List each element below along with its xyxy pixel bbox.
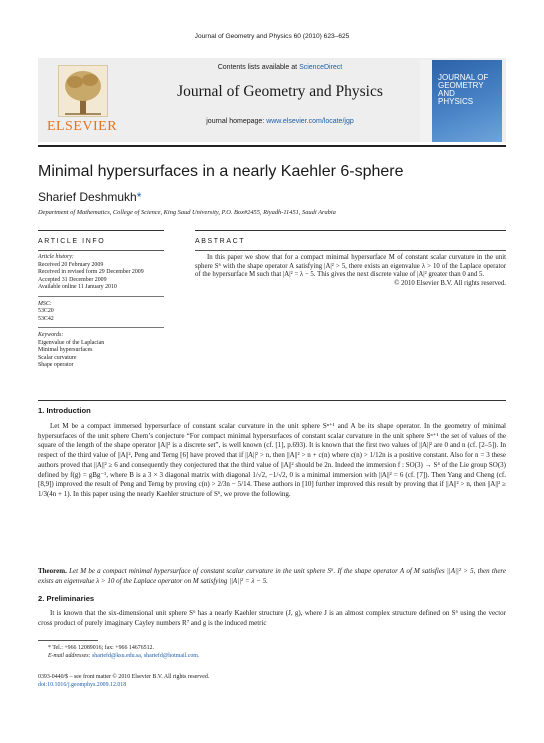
contents-line <box>140 64 420 71</box>
journal-cover-thumbnail[interactable] <box>420 60 502 142</box>
author-affiliation: Department of Mathematics, College of Science, King Saud University, P.O. Box#2455, Riyadh-11451, Saudi Arabia <box>38 209 336 216</box>
journal-title: Journal of Geometry and Physics <box>177 83 383 100</box>
keyword-item: Eigenvalue of the Laplacian <box>38 339 105 346</box>
history-accepted: Accepted 31 December 2009 <box>38 276 107 283</box>
footnote-phone: Tel.: +966 12089016; fax: +966 14676512. <box>52 645 154 651</box>
abstract-text: In this paper we show that for a compact minimal hypersurface M of constant scalar curvature in the unit sphere S⁶ with the shape operator A satisfying |A|² > 5, there exists an eigenvalue λ > 10 of the Laplace operator of the hypersurface M such that |A|² = λ − 5. This gives the next discrete value of |A|² greater than 0 and 5. <box>195 254 506 279</box>
footnote-contact <box>48 644 488 652</box>
introduction-paragraph: Let M be a compact immersed hypersurface of constant scalar curvature in the unit sphere Sⁿ⁺¹ and A be its shape operator. In the geometry of minimal hypersurfaces of the unit sphere Chern’s conjecture “For compact minimal hypersurfaces of constant scalar curvature in the unit sphere Sⁿ⁺¹ the set of values of the square of the length of the shape operator ||A||² is a discrete set”, is well known (cf. [1], p.693). It is known that the first two values of ||A||² are 0 and n (cf. [2–5]). In respect of the third value of ||A||², Peng and Terng [6] have proved that if ||A||² > n, then ||A||² > n + c(n) where c(n) > 1/12n is a positive constant. Also for n = 3 these authors proved that ||A||² ≥ 6 and consequently they conjectured that the third value of ||A||² should be 2n. Indeed the immersion f : SO(3) → S⁴ of the Lie group SO(3) defined by f(g) = gBg⁻¹, where B is a 3 × 3 diagonal matrix with diagonal 1/√2, −1/√2, 0 is a minimal immersion with ||A||² = 6 (cf. [7]). Then Yang and Cheng (cf. [8,9]) improved the result of Peng and Terng by proving c(n) > 2/3n − 5/14. These authors in [10] further improved this result by proving that if ||A||² > n, then ||A||² ≥ 1/3(4n + 1). In this paper using the nearly Kaehler structure of S⁶, we prove the following. <box>38 422 506 498</box>
article-title: Minimal hypersurfaces in a nearly Kaehler 6-sphere <box>38 163 404 180</box>
history-label: Article history: <box>38 254 74 260</box>
homepage-link[interactable]: www.elsevier.com/locate/jgp <box>266 118 354 125</box>
theorem-text: Let M be a compact minimal hypersurface of constant scalar curvature in the unit sphere S⁶. If the shape operator A of M satisfies ||A||² > 5, then there exists an eigenvalue λ > 10 of the Laplace operator on M satisfying ||A||² = λ − 5. <box>38 567 506 585</box>
abstract-top-rule <box>195 230 506 231</box>
front-matter-info <box>38 673 478 690</box>
abstract-bottom-rule <box>38 400 506 401</box>
theorem-label: Theorem. <box>38 567 67 575</box>
journal-homepage <box>140 118 420 125</box>
msc-code: 53C20 <box>38 308 54 314</box>
journal-citation: Journal of Geometry and Physics 60 (2010) 623–625 <box>194 33 350 40</box>
copyright-line: © 2010 Elsevier B.V. All rights reserved. <box>394 279 506 287</box>
author-line <box>38 190 141 204</box>
article-info-heading-rule <box>38 250 164 251</box>
abstract-heading-rule <box>195 250 506 251</box>
email-links[interactable]: shariefd@ksu.edu.sa, shariefd@hotmail.com. <box>91 653 200 660</box>
elsevier-logo[interactable] <box>38 63 126 141</box>
keyword-item: Scalar curvature <box>38 354 77 361</box>
msc-label: MSC: <box>38 300 52 307</box>
keywords-label: Keywords: <box>38 332 64 338</box>
section-heading-introduction: 1. Introduction <box>38 406 91 415</box>
abstract-heading: ABSTRACT <box>195 238 246 245</box>
author-name[interactable]: Sharief Deshmukh <box>38 190 137 204</box>
author-footnote <box>48 644 488 660</box>
article-info-heading: ARTICLE INFO <box>38 238 106 245</box>
cover-title: JOURNAL OF GEOMETRY AND PHYSICS <box>438 73 489 106</box>
preliminaries-paragraph: It is known that the six-dimensional unit sphere S⁶ has a nearly Kaehler structure (J, g), where J is an almost complex structure defined on S⁶ using the vector cross product of purely imaginary Cayley numbers R⁷ and g is the induced metric <box>38 609 506 627</box>
article-info-panel <box>38 254 178 370</box>
contents-prefix: Contents lists available at <box>217 64 300 71</box>
section-heading-preliminaries: 2. Preliminaries <box>38 594 95 603</box>
history-online: Available online 11 January 2010 <box>38 284 117 290</box>
footnote-divider <box>38 640 98 641</box>
footnote-mark: * <box>48 645 51 651</box>
history-revised: Received in revised form 29 December 2009 <box>38 269 144 275</box>
sciencedirect-link[interactable]: ScienceDirect <box>299 64 343 71</box>
info-divider <box>38 327 164 328</box>
doi-link[interactable]: doi:10.1016/j.geomphys.2009.12.018 <box>38 682 127 689</box>
keyword-item: Shape operator <box>38 362 74 368</box>
history-received: Received 20 February 2009 <box>38 261 104 268</box>
footnote-email <box>48 652 488 660</box>
elsevier-wordmark: ELSEVIER <box>46 119 118 134</box>
info-divider <box>38 296 164 297</box>
keyword-item: Minimal hypersurfaces <box>38 347 93 353</box>
abstract-body <box>195 254 506 288</box>
tree-logo-icon <box>58 65 108 117</box>
email-label: E-mail addresses: <box>48 653 91 660</box>
msc-code: 53C42 <box>38 315 54 322</box>
cover-spine <box>420 60 432 142</box>
author-footnote-mark[interactable]: * <box>136 190 142 204</box>
article-info-top-rule <box>38 230 164 231</box>
header-divider <box>38 145 506 147</box>
homepage-prefix: journal homepage: <box>206 118 267 125</box>
theorem-statement <box>38 567 506 586</box>
issn-line: 0393-0440/$ – see front matter © 2010 Elsevier B.V. All rights reserved. <box>38 674 210 680</box>
